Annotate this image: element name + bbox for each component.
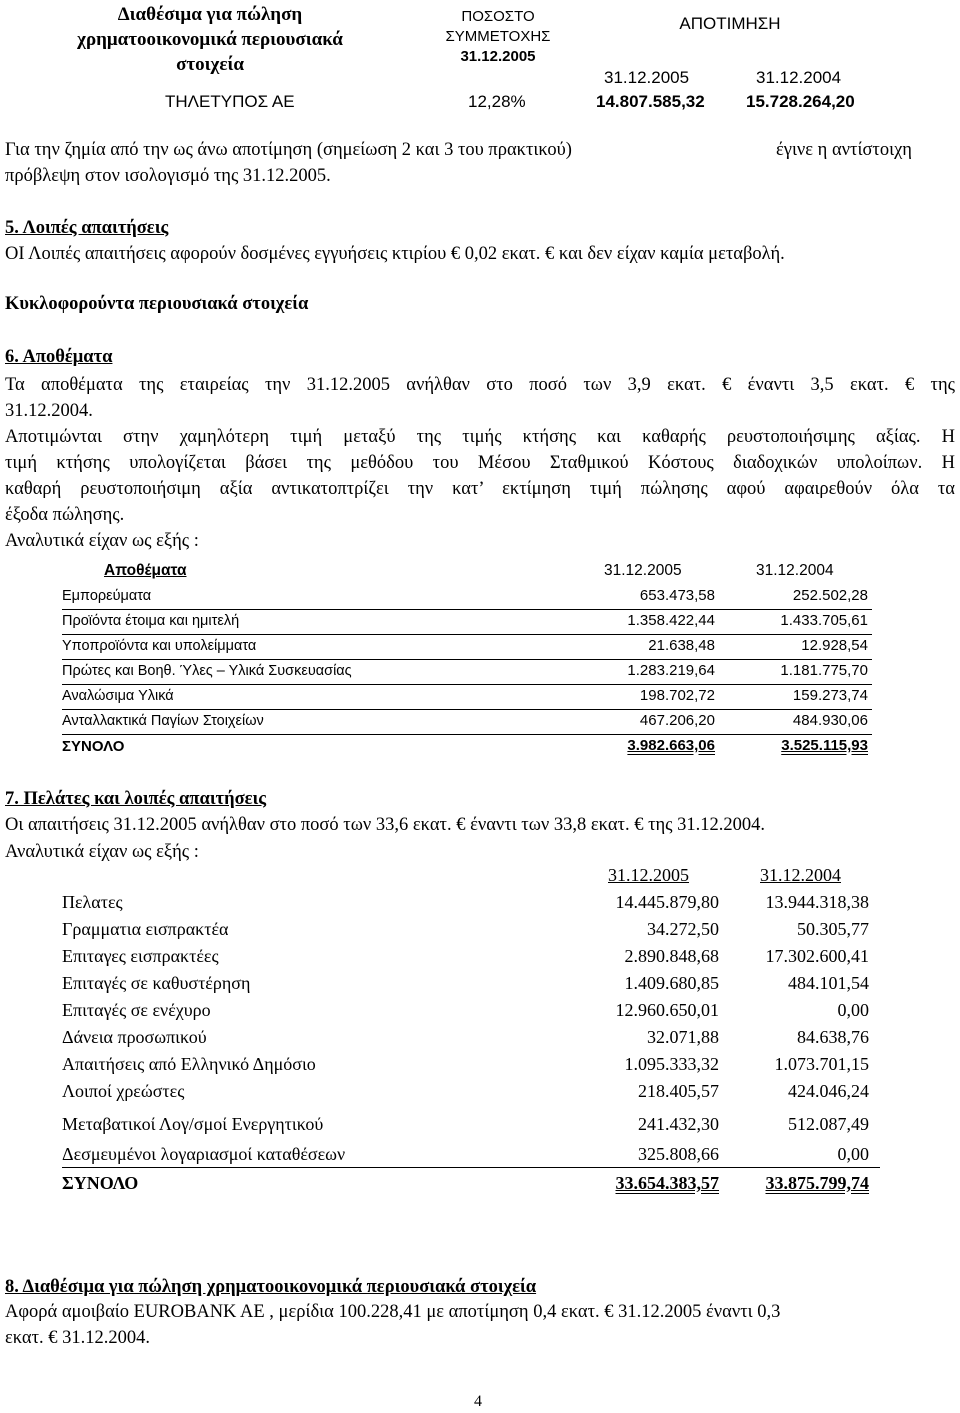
header-line: ΠΟΣΟΣΤΟ xyxy=(461,8,535,25)
row-label: Πελατες xyxy=(62,892,123,912)
row-value-2005: 325.808,66 xyxy=(638,1144,719,1164)
row-value-2004: 1.433.705,61 xyxy=(780,612,868,629)
loss-paragraph-line2: πρόβλεψη στον ισολογισμό της 31.12.2005. xyxy=(5,166,331,186)
header-line: στοιχεία xyxy=(176,54,244,75)
row-value-2005: 653.473,58 xyxy=(639,587,715,604)
top-table-col2-header xyxy=(418,7,578,67)
section5-text: ΟΙ Λοιπές απαιτήσεις αφορούν δοσμένες εγγυήσεις κτιρίου € 0,02 εκατ. € και δεν είχαν καμία μεταβολή. xyxy=(5,244,785,264)
section7-line2: Αναλυτικά είχαν ως εξής : xyxy=(5,842,199,862)
header-line: Διαθέσιμα για πώληση xyxy=(117,4,303,25)
row-value-2005: 218.405,57 xyxy=(638,1081,719,1101)
row-label: Ανταλλακτικά Παγίων Στοιχείων xyxy=(62,713,264,729)
section8-title: 8. Διαθέσιμα για πώληση χρηματοοικονομικά περιουσιακά στοιχεία xyxy=(5,1277,537,1297)
paragraph-line: Τα αποθέματα της εταιρείας την 31.12.2005 ανήλθαν στο ποσό των 3,9 εκατ. € έναντι 3,5 εκατ. € της xyxy=(5,375,955,395)
table-total-row xyxy=(62,737,872,759)
table-row xyxy=(62,1144,880,1168)
table-row xyxy=(62,587,872,610)
section7-line1: Οι απαιτήσεις 31.12.2005 ανήλθαν στο ποσό των 33,6 εκατ. € έναντι των 33,8 εκατ. € της 31.12.2004. xyxy=(5,815,766,835)
loss-paragraph-line1: Για την ζημία από την ως άνω αποτίμηση (σημείωση 2 και 3 του πρακτικού) xyxy=(5,140,572,160)
section7-title: 7. Πελάτες και λοιπές απαιτήσεις xyxy=(5,789,267,809)
top-table-col1-header xyxy=(30,2,390,77)
row-label: Λοιποί χρεώστες xyxy=(62,1081,185,1101)
top-table-col3-header: ΑΠΟΤΙΜΗΣΗ xyxy=(679,14,781,33)
loss-paragraph-line1b: έγινε η αντίστοιχη xyxy=(776,140,912,160)
section8-line1: Αφορά αμοιβαίο EUROBANK AE , μερίδια 100.228,41 με αποτίμηση 0,4 εκατ. € 31.12.2005 έναντι 0,3 xyxy=(5,1302,781,1322)
table-row xyxy=(62,919,872,946)
paragraph-line: Αναλυτικά είχαν ως εξής : xyxy=(5,531,199,551)
top-row-2004: 15.728.264,20 xyxy=(746,92,855,111)
row-value-2004: 0,00 xyxy=(837,1000,869,1020)
row-label: Επιταγές σε καθυστέρηση xyxy=(62,973,251,993)
top-date-2005: 31.12.2005 xyxy=(604,68,690,87)
paragraph-line: 31.12.2004. xyxy=(5,401,93,421)
table-row xyxy=(62,687,872,710)
section6-body xyxy=(5,372,955,554)
total-value-2005: 33.654.383,57 xyxy=(615,1173,719,1193)
row-value-2005: 14.445.879,80 xyxy=(615,892,719,912)
top-row-pct: 12,28% xyxy=(468,92,526,111)
inventory-header: Αποθέματα xyxy=(104,562,187,579)
row-value-2005: 1.095.333,32 xyxy=(624,1054,719,1074)
table-row xyxy=(62,612,872,635)
row-value-2005: 34.272,50 xyxy=(647,919,719,939)
row-value-2005: 2.890.848,68 xyxy=(624,946,719,966)
paragraph-line: έξοδα πώλησης. xyxy=(5,505,125,525)
row-value-2004: 1.073.701,15 xyxy=(774,1054,869,1074)
row-value-2004: 50.305,77 xyxy=(797,919,869,939)
row-value-2005: 198.702,72 xyxy=(639,687,715,704)
table-row xyxy=(62,1000,872,1027)
total-value-2005: 3.982.663,06 xyxy=(627,737,715,754)
row-value-2004: 17.302.600,41 xyxy=(765,946,869,966)
receivables-col-2005: 31.12.2005 xyxy=(608,865,689,885)
table-row xyxy=(62,637,872,660)
inventory-col-2004: 31.12.2004 xyxy=(756,562,834,579)
row-value-2004: 424.046,24 xyxy=(788,1081,869,1101)
row-value-2005: 1.283.219,64 xyxy=(627,662,715,679)
table-row xyxy=(62,1027,872,1054)
row-value-2004: 252.502,28 xyxy=(792,587,868,604)
row-label: Μεταβατικοί Λογ/σμοί Ενεργητικού xyxy=(62,1114,324,1134)
row-label: Επιταγές σε ενέχυρο xyxy=(62,1000,211,1020)
header-line: χρηματοοικονομικά περιουσιακά xyxy=(77,29,343,50)
row-value-2005: 1.409.680,85 xyxy=(624,973,719,993)
table-row xyxy=(62,1114,872,1141)
paragraph-line: τιμή κτήσης υπολογίζεται βάσει της μεθόδου του Μέσου Σταθμικού Κόστους διαδοχικών υπολοίπων. Η xyxy=(5,453,955,473)
row-label: Γραμματια εισπρακτέα xyxy=(62,919,229,939)
row-value-2004: 12.928,54 xyxy=(801,637,868,654)
row-value-2005: 241.432,30 xyxy=(638,1114,719,1134)
row-value-2005: 1.358.422,44 xyxy=(627,612,715,629)
row-label: Εμπορεύματα xyxy=(62,588,152,604)
table-row xyxy=(62,1054,872,1081)
row-value-2005: 12.960.650,01 xyxy=(615,1000,719,1020)
top-row-2005: 14.807.585,32 xyxy=(596,92,705,111)
row-value-2004: 0,00 xyxy=(837,1144,869,1164)
row-value-2005: 21.638,48 xyxy=(648,637,715,654)
paragraph-line: Αποτιμώνται στην χαμηλότερη τιμή μεταξύ της τιμής κτήσης και καθαρής ρευστοποιήσιμης αξίας. Η xyxy=(5,427,955,447)
row-value-2004: 84.638,76 xyxy=(797,1027,869,1047)
row-label: Πρώτες και Βοηθ. Ύλες – Υλικά Συσκευασίας xyxy=(62,663,352,679)
row-label: Δάνεια προσωπικού xyxy=(62,1027,207,1047)
row-value-2005: 32.071,88 xyxy=(647,1027,719,1047)
table-row xyxy=(62,892,872,919)
header-line: ΣΥΜΜΕΤΟΧΗΣ xyxy=(445,28,551,45)
section5-title: 5. Λοιπές απαιτήσεις xyxy=(5,218,169,238)
row-value-2004: 159.273,74 xyxy=(792,687,868,704)
inventory-col-2005: 31.12.2005 xyxy=(604,562,682,579)
receivables-col-2004: 31.12.2004 xyxy=(760,865,841,885)
paragraph-line: καθαρή ρευστοποιήσιμη αξία αντικατοπτρίζει την κατ’ εκτίμηση τιμή πώλησης αφού αφαιρεθούν όλα τα xyxy=(5,479,955,499)
top-row-name: ΤΗΛΕΤΥΠΟΣ ΑΕ xyxy=(165,92,295,111)
row-label: Υποπροϊόντα και υπολείμματα xyxy=(62,638,257,654)
section6-title: 6. Αποθέματα xyxy=(5,347,113,367)
row-value-2004: 484.930,06 xyxy=(792,712,868,729)
row-label: Προϊόντα έτοιμα και ημιτελή xyxy=(62,613,240,629)
section8-line2: εκατ. € 31.12.2004. xyxy=(5,1328,151,1348)
row-value-2005: 467.206,20 xyxy=(639,712,715,729)
top-date-2004: 31.12.2004 xyxy=(756,68,842,87)
table-row xyxy=(62,712,872,735)
total-value-2004: 3.525.115,93 xyxy=(781,737,868,754)
row-label: Αναλώσιμα Υλικά xyxy=(62,688,174,704)
row-label: Δεσμευμένοι λογαριασμοί καταθέσεων xyxy=(62,1144,346,1164)
row-label: Απαιτήσεις από Ελληνικό Δημόσιο xyxy=(62,1054,316,1074)
total-value-2004: 33.875.799,74 xyxy=(765,1173,869,1193)
table-row xyxy=(62,973,872,1000)
row-value-2004: 512.087,49 xyxy=(788,1114,869,1134)
total-label: ΣΥΝΟΛΟ xyxy=(62,1173,139,1193)
row-value-2004: 484.101,54 xyxy=(788,973,869,993)
table-total-row xyxy=(62,1173,872,1200)
page-number: 4 xyxy=(474,1393,482,1410)
row-value-2004: 1.181.775,70 xyxy=(780,662,868,679)
current-assets-title: Κυκλοφορούντα περιουσιακά στοιχεία xyxy=(5,294,309,314)
row-label: Επιταγες εισπρακτέες xyxy=(62,946,219,966)
table-row xyxy=(62,662,872,685)
total-label: ΣΥΝΟΛΟ xyxy=(62,738,125,755)
row-value-2004: 13.944.318,38 xyxy=(765,892,869,912)
header-line: 31.12.2005 xyxy=(460,48,536,65)
table-row xyxy=(62,946,872,973)
table-row xyxy=(62,1081,872,1108)
